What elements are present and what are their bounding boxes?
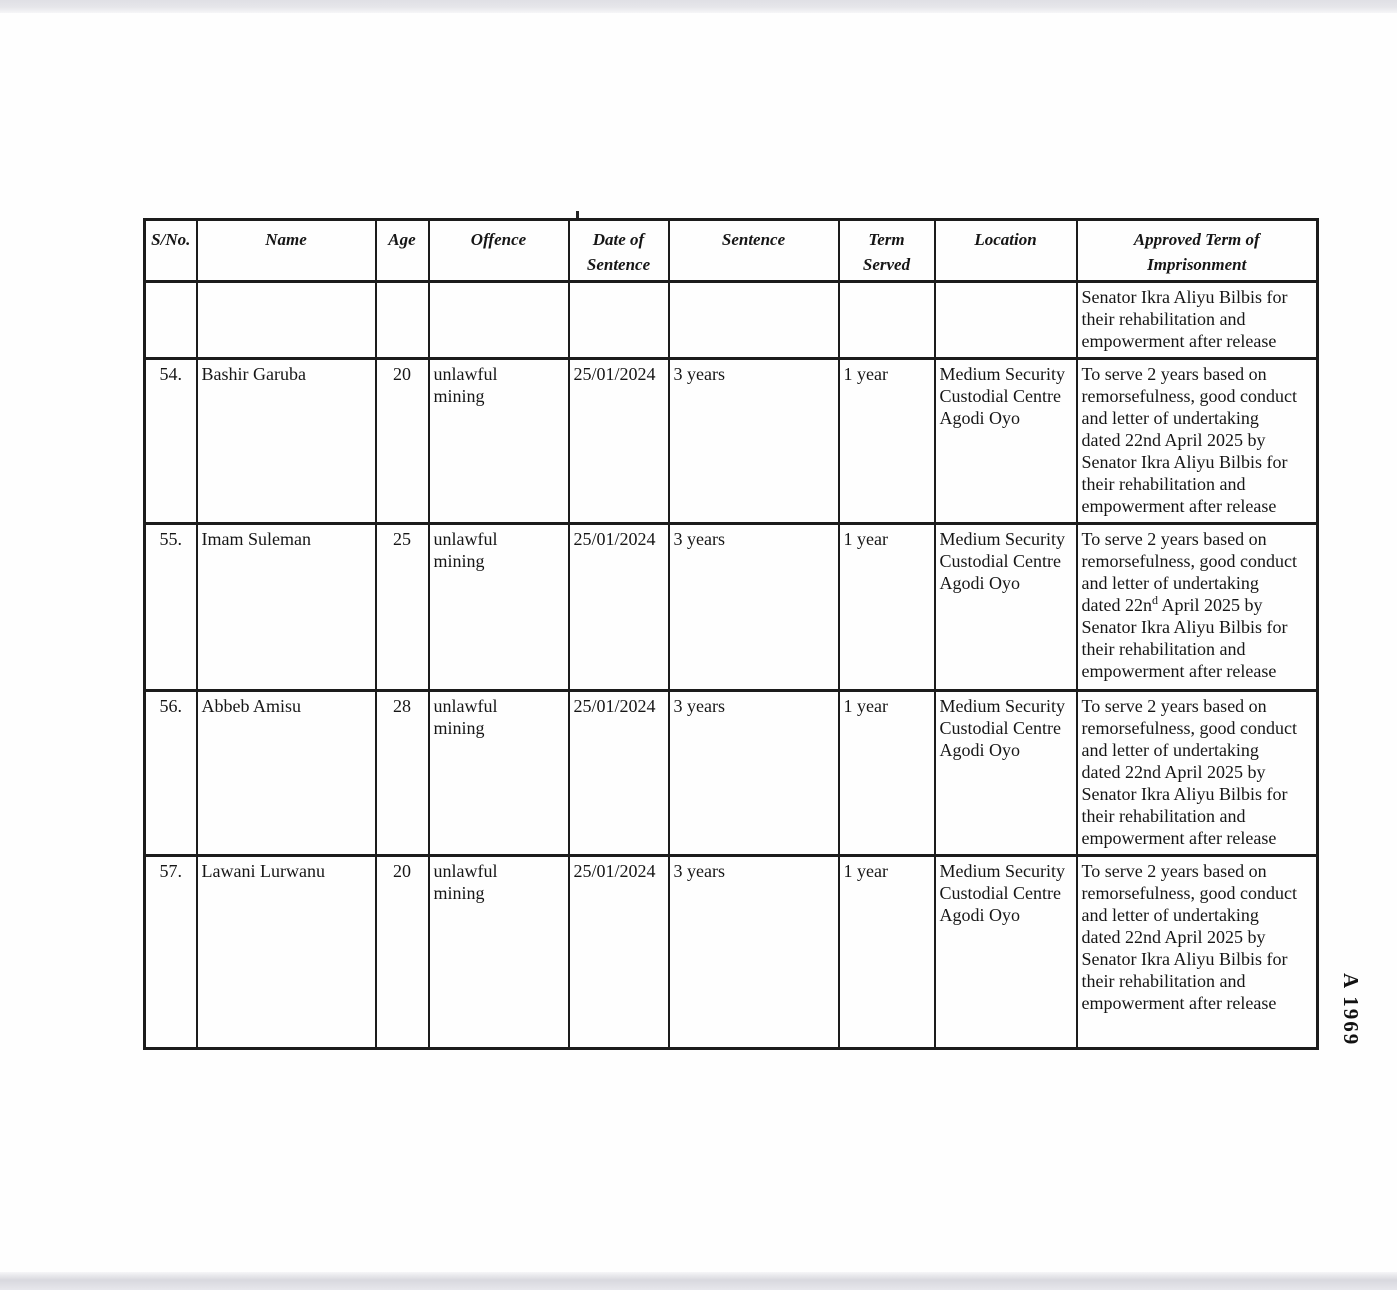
header-sno: S/No. bbox=[145, 220, 197, 282]
table-row-continuation bbox=[145, 282, 1318, 359]
cell-sno: 57. bbox=[145, 856, 197, 1049]
cell-approved: To serve 2 years based on remorsefulness, good conduct and letter of undertaking dated 22nd April 2025 by Senator Ikra Aliyu Bilbis for their rehabilitation and empowerment after release bbox=[1077, 856, 1318, 1049]
cell-name: Imam Suleman bbox=[197, 524, 376, 691]
cell-location: Medium Security Custodial Centre Agodi Oyo bbox=[935, 524, 1077, 691]
cell-sentence: 3 years bbox=[669, 359, 839, 524]
header-date-of-sentence: Date of Sentence bbox=[569, 220, 669, 282]
cell-sentence: 3 years bbox=[669, 524, 839, 691]
cell-sno: 56. bbox=[145, 691, 197, 856]
cell-age: 20 bbox=[376, 359, 429, 524]
cell-approved: To serve 2 years based on remorsefulness, good conduct and letter of undertaking dated $22n^d$ April 2025 by Senator Ikra Aliyu Bilbis for their rehabilitation and empowerment after release bbox=[1077, 524, 1318, 691]
cell-offence: unlawful mining bbox=[429, 359, 569, 524]
cell-approved: To serve 2 years based on remorsefulness, good conduct and letter of undertaking dated 22nd April 2025 by Senator Ikra Aliyu Bilbis for their rehabilitation and empowerment after release bbox=[1077, 691, 1318, 856]
scan-edge-bottom bbox=[0, 1272, 1397, 1290]
cell-term: 1 year bbox=[839, 691, 935, 856]
cell-sno bbox=[145, 282, 197, 359]
cell-location: Medium Security Custodial Centre Agodi Oyo bbox=[935, 691, 1077, 856]
header-sentence: Sentence bbox=[669, 220, 839, 282]
cell-location: Medium Security Custodial Centre Agodi Oyo bbox=[935, 856, 1077, 1049]
cell-term bbox=[839, 282, 935, 359]
cell-name: Lawani Lurwanu bbox=[197, 856, 376, 1049]
cell-offence: unlawful mining bbox=[429, 856, 569, 1049]
cell-date: 25/01/2024 bbox=[569, 691, 669, 856]
cell-sno: 55. bbox=[145, 524, 197, 691]
table-header-row bbox=[145, 220, 1318, 282]
cell-approved: Senator Ikra Aliyu Bilbis for their rehabilitation and empowerment after release bbox=[1077, 282, 1318, 359]
cell-name bbox=[197, 282, 376, 359]
cell-location: Medium Security Custodial Centre Agodi Oyo bbox=[935, 359, 1077, 524]
cell-term: 1 year bbox=[839, 856, 935, 1049]
header-approved-term: Approved Term of Imprisonment bbox=[1077, 220, 1318, 282]
cell-sentence bbox=[669, 282, 839, 359]
cell-name: Abbeb Amisu bbox=[197, 691, 376, 856]
cell-name: Bashir Garuba bbox=[197, 359, 376, 524]
cell-date: 25/01/2024 bbox=[569, 359, 669, 524]
cell-sentence: 3 years bbox=[669, 691, 839, 856]
cell-offence: unlawful mining bbox=[429, 524, 569, 691]
header-term-served: Term Served bbox=[839, 220, 935, 282]
cell-age: 25 bbox=[376, 524, 429, 691]
cell-term: 1 year bbox=[839, 524, 935, 691]
cell-age: 20 bbox=[376, 856, 429, 1049]
page-number-label: A 1969 bbox=[1339, 973, 1363, 1047]
cell-age bbox=[376, 282, 429, 359]
cell-offence: unlawful mining bbox=[429, 691, 569, 856]
cell-age: 28 bbox=[376, 691, 429, 856]
cell-date: 25/01/2024 bbox=[569, 856, 669, 1049]
table-row-55 bbox=[145, 524, 1318, 691]
header-offence: Offence bbox=[429, 220, 569, 282]
cell-date bbox=[569, 282, 669, 359]
cell-sno: 54. bbox=[145, 359, 197, 524]
table-row-57 bbox=[145, 856, 1318, 1049]
cell-location bbox=[935, 282, 1077, 359]
cell-offence bbox=[429, 282, 569, 359]
header-age: Age bbox=[376, 220, 429, 282]
header-name: Name bbox=[197, 220, 376, 282]
cell-sentence: 3 years bbox=[669, 856, 839, 1049]
cell-term: 1 year bbox=[839, 359, 935, 524]
sentence-review-table bbox=[143, 218, 1319, 1050]
cell-date: 25/01/2024 bbox=[569, 524, 669, 691]
cell-approved: To serve 2 years based on remorsefulness, good conduct and letter of undertaking dated 22nd April 2025 by Senator Ikra Aliyu Bilbis for their rehabilitation and empowerment after release bbox=[1077, 359, 1318, 524]
header-location: Location bbox=[935, 220, 1077, 282]
table-row-56 bbox=[145, 691, 1318, 856]
table-row-54 bbox=[145, 359, 1318, 524]
scan-edge-top bbox=[0, 0, 1397, 13]
